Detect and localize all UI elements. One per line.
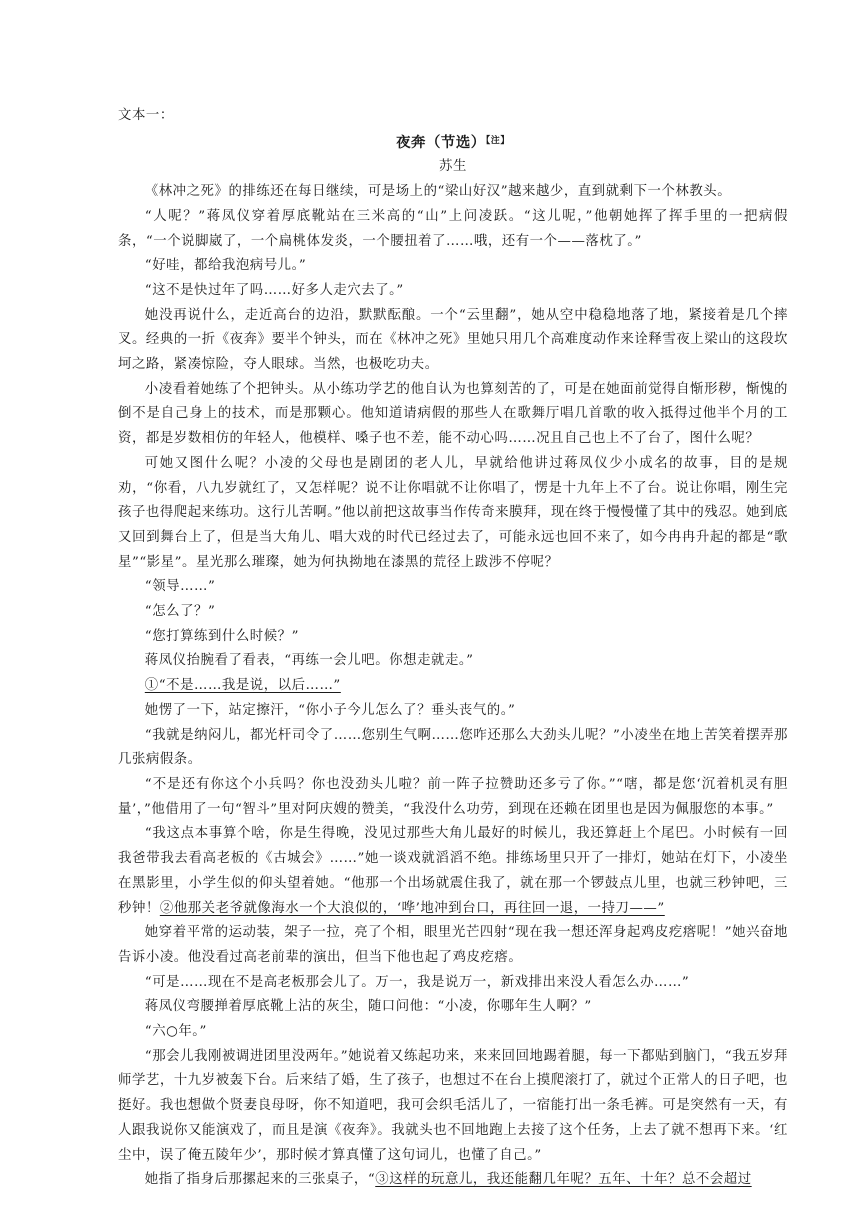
paragraph-text: “领导……” [144, 579, 216, 595]
paragraph [118, 180, 788, 205]
paragraph-text: 蒋凤仪抬腕看了看表，“再练一会儿吧。你想走就走。” [144, 653, 474, 669]
paragraph-text: “那会儿我刚被调进团里没两年。”她说着又练起功来，来来回回地踢着腿，每一下都贴到脑门，“我五岁拜师学艺，十九岁被轰下台。后来结了婚，生了孩子，也想过不在台上摸爬滚打了，就过个正常人的日子吧，也挺好。我也想做个贤妻良母呀，你不知道吧，我可会织毛活儿了，一宿能打出一条毛裤。可是突然有一天，有人跟我说你又能演戏了，而且是演《夜奔》。我就头也不回地跑上去接了这个任务，上去了就不想再下来。‘红尘中，误了俺五陵年少’，那时候才算真懂了这句词儿，也懂了自己。” [118, 1048, 788, 1163]
paragraph [118, 724, 788, 773]
article-title [118, 129, 788, 156]
paragraph-text: “您打算练到什么时候？” [144, 628, 299, 644]
paragraph [118, 575, 788, 600]
paragraph-text: “怎么了？” [144, 604, 216, 620]
paragraph [118, 254, 788, 279]
paragraph-text: 小凌看着她练了个把钟头。从小练功学艺的他自认为也算刻苦的了，可是在她面前觉得自惭形秽，惭愧的倒不是自己身上的技术，而是那颗心。他知道请病假的那些人在歌舞厅唱几首歌的收入抵得过他半个月的工资，都是岁数相仿的年轻人，他模样、嗓子也不差，能不动心吗……况且自己也上不了台了，图什么呢？ [118, 381, 788, 447]
article-author: 苏生 [439, 159, 467, 175]
title-text: 夜奔（节选） [396, 134, 486, 151]
paragraph-text: “我这点本事算个啥，你是生得晚，没见过那些大角儿最好的时候儿，我还算赶上个尾巴。小时候有一回我爸带我去看高老板的《古城会》……”她一谈戏就滔滔不绝。排练场里只开了一排灯，她站在灯下，小凌坐在黑影里，小学生似的仰头望着她。“他那一个出场就震住我了，就在那一个锣鼓点儿里，也就三秒钟吧，三秒钟！ [118, 826, 788, 916]
paragraph-text: 《林冲之死》的排练还在每日继续，可是场上的“梁山好汉”越来越少，直到就剩下一个林教头。 [144, 184, 732, 200]
paragraph [118, 971, 788, 996]
underlined-passage: ②他那关老爷就像海水一个大浪似的，‘哗’地冲到台口，再往回一退，一持刀——” [159, 900, 665, 916]
paragraph-text: 她穿着平常的运动装，架子一拉，亮了个相，眼里光芒四射“现在我一想还浑身起鸡皮疙瘩呢！”她兴奋地告诉小凌。他没看过高老前辈的演出，但当下他也起了鸡皮疙瘩。 [118, 925, 788, 965]
paragraph-text: “这不是快过年了吗……好多人走穴去了。” [144, 282, 404, 298]
paragraph [118, 649, 788, 674]
paragraph [118, 452, 788, 576]
paragraph [118, 921, 788, 970]
underlined-passage: ③这样的玩意儿，我还能翻几年呢？五年、十年？总不会超过 [375, 1172, 752, 1188]
paragraph [118, 699, 788, 724]
paragraph-text: “好哇，都给我泡病号儿。” [144, 258, 307, 274]
paragraph-text: 她指了指身后那摞起来的三张桌子，“ [144, 1172, 376, 1188]
paragraph-text: “六○年。” [144, 1024, 207, 1040]
paragraph-text: “可是……现在不是高老板那会儿了。万一，我是说万一，新戏排出来没人看怎么办……” [144, 974, 690, 990]
paragraph [118, 600, 788, 625]
paragraph [118, 279, 788, 304]
paragraph [118, 1045, 788, 1169]
paragraph [118, 304, 788, 378]
paragraph-text: 蒋凤仪弯腰掸着厚底靴上沾的灰尘，随口问他：“小凌，你哪年生人啊？” [144, 999, 592, 1015]
paragraph-text: 可她又图什么呢？小凌的父母也是剧团的老人儿，早就给他讲过蒋凤仪少小成名的故事，目的是规劝，“你看，八九岁就红了，又怎样呢？说不让你唱就不让你唱了，愣是十九年上不了台。说让你唱，刚生完孩子也得爬起来练功。这行儿苦啊。”他以前把这故事当作传奇来膜拜，现在终于慢慢懂了其中的残忍。她到底又回到舞台上了，但是当大角儿、唱大戏的时代已经过去了，可能永远也回不来了，如今冉冉升起的都是“歌星”“影星”。星光那么璀璨，她为何执拗地在漆黑的荒径上跋涉不停呢？ [118, 455, 788, 570]
paragraph [118, 995, 788, 1020]
title-note-mark: 【注】 [485, 135, 510, 146]
paragraph [118, 773, 788, 822]
paragraph [118, 674, 788, 699]
paragraph-text: 她没再说什么，走近高台的边沿，默默酝酿。一个“云里翻”，她从空中稳稳地落了地，紧接着是几个摔叉。经典的一折《夜奔》要半个钟头，而在《林冲之死》里她只用几个高难度动作来诠释雪夜上梁山的这段坎坷之路，紧凑惊险，夺人眼球。当然，也极吃功夫。 [118, 307, 788, 373]
paragraph [118, 205, 788, 254]
paragraph-text: “我就是纳闷儿，都光杆司令了……您别生气啊……您咋还那么大劲头儿呢？”小凌坐在地上苦笑着摆弄那几张病假条。 [118, 727, 788, 768]
text-label: 文本一： [118, 108, 174, 123]
paragraph [118, 1168, 788, 1193]
paragraph-text: “人呢？”蒋凤仪穿着厚底靴站在三米高的“山”上问凌跃。“这儿呢，”他朝她挥了挥手里的一把病假条，“一个说脚崴了，一个扁桃体发炎，一个腰扭着了……哦，还有一个——落枕了。” [118, 208, 788, 249]
document-page [118, 104, 788, 1193]
paragraph-text: 她愣了一下，站定擦汗，“你小子今儿怎么了？垂头丧气的。” [144, 702, 516, 718]
underlined-passage: ①“不是……我是说，以后……” [144, 678, 341, 694]
paragraph [118, 378, 788, 452]
paragraph [118, 625, 788, 650]
article-body [118, 180, 788, 1193]
paragraph [118, 1020, 788, 1045]
paragraph-text: “不是还有你这个小兵吗？你也没劲头儿啦？前一阵子拉赞助还多亏了你。”“嗐，都是您‘沉着机灵有胆量’，”他借用了一句“智斗”里对阿庆嫂的赞美，“我没什么功劳，到现在还赖在团里也是因为佩服您的本事。” [118, 776, 788, 817]
paragraph [118, 822, 788, 921]
